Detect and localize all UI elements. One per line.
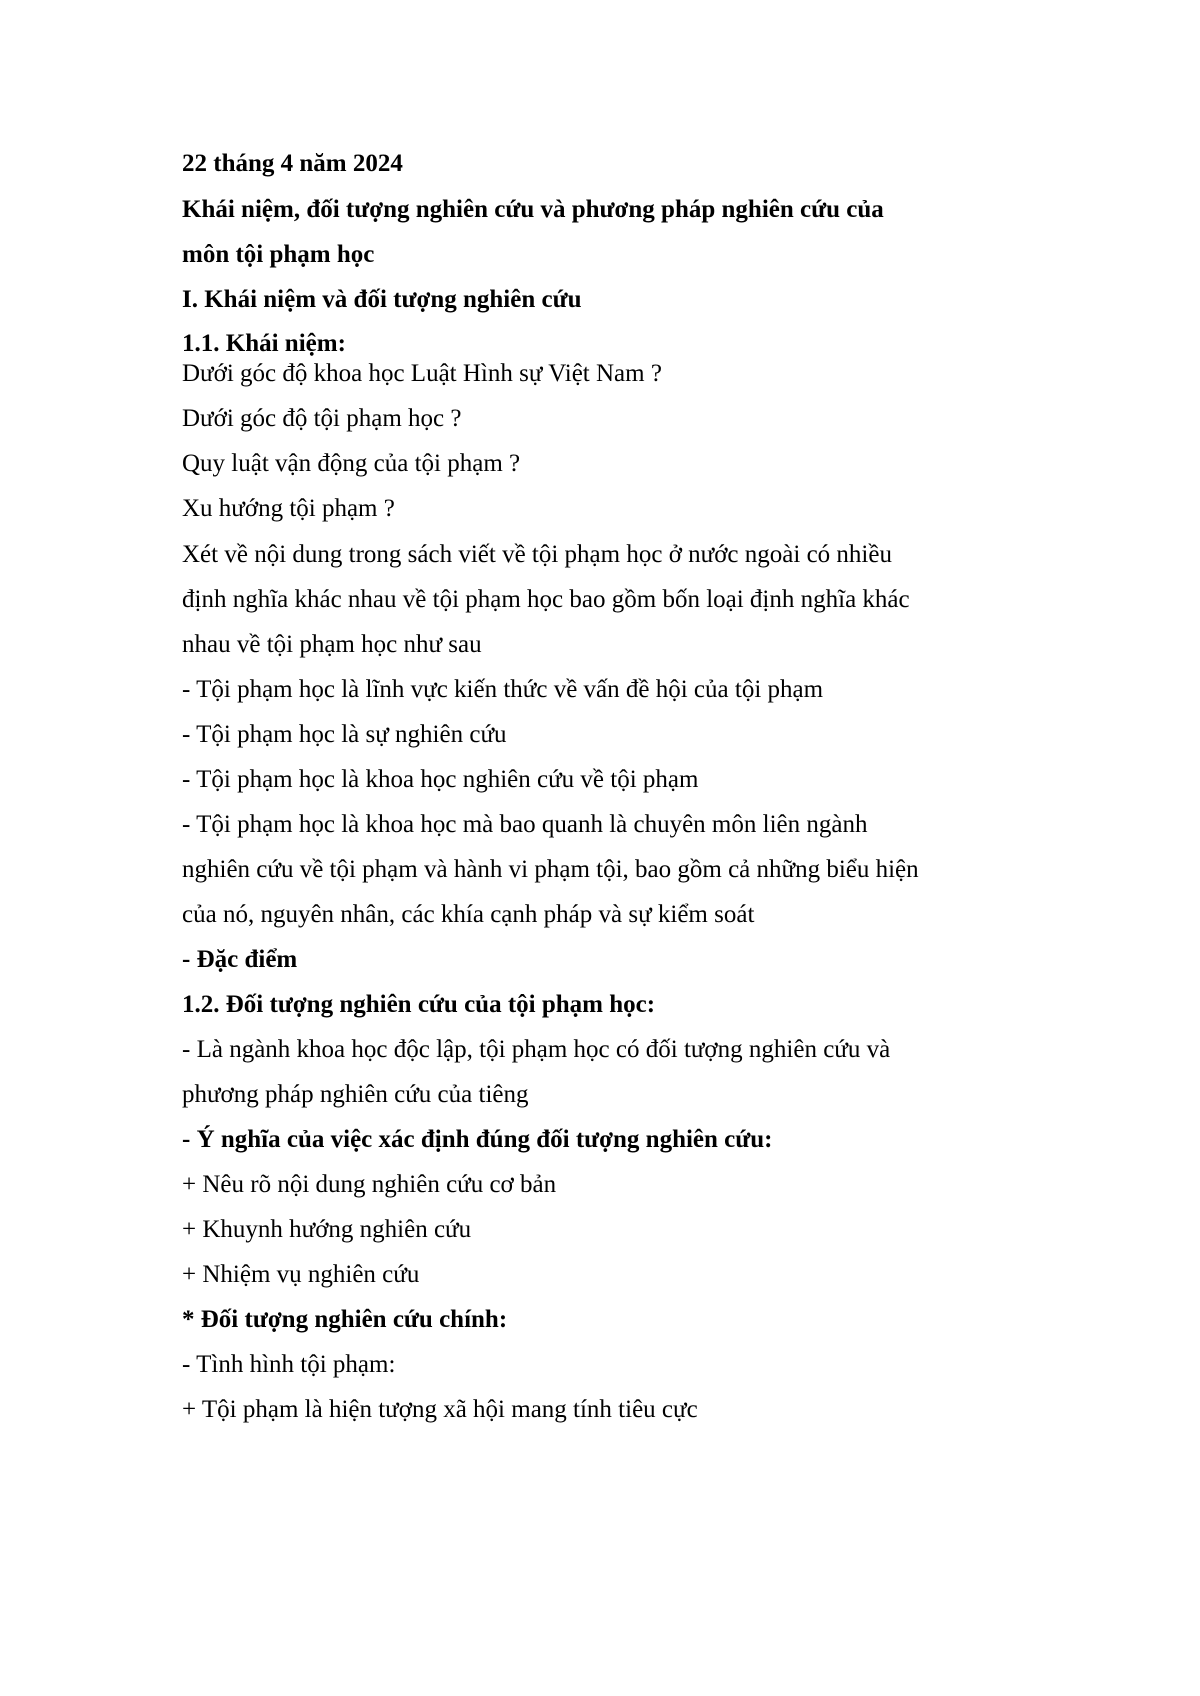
significance-heading: - Ý nghĩa của việc xác định đúng đối tượng nghiên cứu: [182,1126,773,1153]
subsection-heading-1-2: 1.2. Đối tượng nghiên cứu của tội phạm học: [182,991,656,1018]
document-title-line-1: Khái niệm, đối tượng nghiên cứu và phương pháp nghiên cứu của [182,196,884,223]
question-line: Dưới góc độ khoa học Luật Hình sự Việt Nam ? [182,360,662,387]
document-date: 22 tháng 4 năm 2024 [182,150,403,177]
paragraph-line: định nghĩa khác nhau về tội phạm học bao gồm bốn loại định nghĩa khác [182,586,910,613]
document-page [182,0,1062,1696]
main-objects-heading: * Đối tượng nghiên cứu chính: [182,1306,508,1333]
document-title-line-2: môn tội phạm học [182,241,375,268]
significance-item: + Khuynh hướng nghiên cứu [182,1216,472,1243]
characteristics-heading: - Đặc điểm [182,946,298,973]
paragraph-line: phương pháp nghiên cứu của tiêng [182,1081,529,1108]
subsection-heading-1-1: 1.1. Khái niệm: [182,330,346,357]
list-item: - Tình hình tội phạm: [182,1351,396,1378]
question-line: Dưới góc độ tội phạm học ? [182,405,462,432]
significance-item: + Nêu rõ nội dung nghiên cứu cơ bản [182,1171,557,1198]
definition-item: - Tội phạm học là khoa học nghiên cứu về tội phạm [182,766,699,793]
section-heading-1: I. Khái niệm và đối tượng nghiên cứu [182,286,582,313]
question-line: Xu hướng tội phạm ? [182,495,395,522]
definition-item-continued: của nó, nguyên nhân, các khía cạnh pháp và sự kiểm soát [182,901,755,928]
definition-item: - Tội phạm học là khoa học mà bao quanh là chuyên môn liên ngành [182,811,868,838]
paragraph-line: - Là ngành khoa học độc lập, tội phạm học có đối tượng nghiên cứu và [182,1036,891,1063]
list-item: + Tội phạm là hiện tượng xã hội mang tính tiêu cực [182,1396,698,1423]
question-line: Quy luật vận động của tội phạm ? [182,450,521,477]
paragraph-line: Xét về nội dung trong sách viết về tội phạm học ở nước ngoài có nhiều [182,541,892,568]
definition-item: - Tội phạm học là lĩnh vực kiến thức về vấn đề hội của tội phạm [182,676,824,703]
definition-item-continued: nghiên cứu về tội phạm và hành vi phạm tội, bao gồm cả những biểu hiện [182,856,919,883]
significance-item: + Nhiệm vụ nghiên cứu [182,1261,420,1288]
definition-item: - Tội phạm học là sự nghiên cứu [182,721,507,748]
paragraph-line: nhau về tội phạm học như sau [182,631,482,658]
